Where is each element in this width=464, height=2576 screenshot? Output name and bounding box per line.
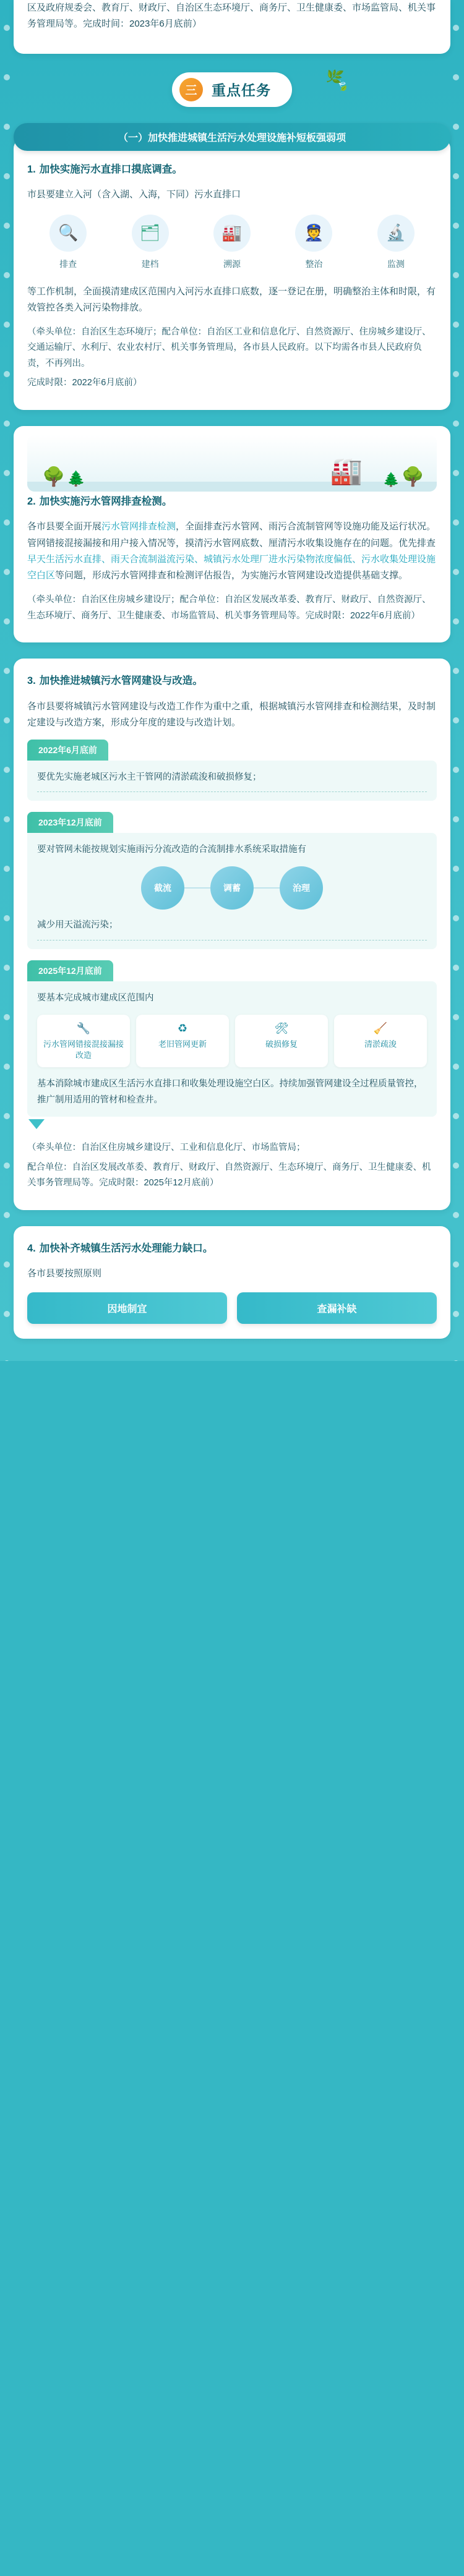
task-4-number: 4.: [27, 1242, 36, 1254]
task-1-note-line-2: 完成时限：2022年6月底前）: [27, 378, 142, 388]
icon-label-5: 监测: [387, 258, 405, 269]
icon-label-3: 溯源: [223, 258, 241, 269]
task-1-note: [27, 325, 437, 391]
task-1-title: 加快实施污水直排口摸底调查。: [39, 163, 183, 175]
timeline-end-arrow-icon: [28, 1119, 45, 1129]
task-card-4: [14, 1226, 450, 1339]
right-ruler-decoration: [453, 0, 460, 1361]
task-3-title: 加快推进城镇污水管网建设与改造。: [39, 675, 203, 686]
tree-icon: 🌳: [42, 466, 66, 487]
task-3-note-line-2: 配合单位：自治区发展改革委、教育厅、财政厅、自然资源厅、生态环境厅、商务厅、卫生健康委、机关事务管理局等。完成时限：2025年12月底前）: [27, 1162, 431, 1188]
task-1-number: 1.: [27, 163, 36, 175]
renew-icon: ♻: [177, 1021, 188, 1034]
task-4-intro: 各市县要按照原则: [27, 1268, 102, 1279]
leaf-icon-small: 🍃: [335, 79, 351, 93]
step-zhili: 治理: [280, 866, 323, 910]
icon-item-jiance: [358, 215, 434, 270]
icon-label-4: 整治: [305, 258, 323, 269]
task-3-intro: 各市县要将城镇污水管网建设与改造工作作为重中之重，根据城镇污水管网排查和检测结果，及时制定建设与改造方案，形成分年度的建设与改造计划。: [27, 701, 436, 728]
timeline-body-2022: [27, 761, 437, 801]
step-connector-1: [184, 887, 210, 889]
timeline-divider-2022: [37, 791, 427, 792]
icon-item-zhengzhi: [275, 215, 352, 270]
timeline-text-2022: 要优先实施老城区污水主干管网的清淤疏浚和破损修复；: [37, 772, 262, 783]
tag-label-2: 老旧管网更新: [158, 1039, 207, 1049]
archive-icon: 🗂: [132, 215, 169, 252]
task-2-note-line-1: （牵头单位：自治区住房城乡建设厅；配合单位：自治区发展改革委、教育厅、财政厅、自然资源厅、生态环境厅、商务厅、卫生健康委、市场监管局、机关事务管理局等。完成时限：2022年6月底前）: [27, 595, 431, 621]
timeline-tag-grid-2025: [37, 1015, 427, 1068]
task-2-part-1: 各市县要全面开展: [27, 521, 102, 532]
tree-icon-2: 🌲: [67, 470, 85, 487]
task-card-3: [14, 659, 450, 1210]
principle-button-1[interactable]: 因地制宜: [27, 1292, 227, 1324]
task-3-heading: [27, 673, 437, 689]
task-2-part-5: 等问题，形成污水管网排查和检测评估报告，为实施污水管网建设改造提供基础支撑。: [55, 570, 408, 581]
task-4-button-row: [27, 1292, 437, 1324]
factory-icon: 🏭: [213, 215, 251, 252]
timeline-body-2025: [27, 981, 437, 1117]
principle-button-2[interactable]: 查漏补缺: [237, 1292, 437, 1324]
tag-pipe-retrofit: [37, 1015, 130, 1068]
section-header: [0, 66, 464, 109]
task-3-note-line-1: （牵头单位：自治区住房城乡建设厅、工业和信息化厅、市场监管局；: [27, 1143, 306, 1153]
icon-label-1: 排查: [59, 258, 77, 269]
task-2-body: [27, 519, 437, 584]
task-3-timeline: [27, 740, 437, 1129]
intro-text: 区及政府规委会、教育厅、财政厅、自治区生态环境厅、商务厅、卫生健康委、市场监管局、机关事务管理局等。完成时间：2023年6月底前）: [27, 2, 436, 30]
pipe-icon: 🔧: [76, 1021, 91, 1034]
task-2-part-4: 早天生活污水直排、雨天合流制溢流污染、城镇污水处理厂进水污染物浓度偏低、污水收集处理设施空白区: [27, 553, 436, 581]
icon-item-suyuan: [194, 215, 270, 270]
task-1-intro: 市县要建立入河（含入湖、入海，下同）污水直排口: [27, 189, 241, 200]
task-3-note: [27, 1140, 437, 1191]
timeline-tag-2022: 2022年6月底前: [27, 740, 108, 761]
leaf-icon: 🌿: [324, 66, 345, 86]
magnifier-icon: 🔍: [49, 215, 87, 252]
timeline-body-2023: [27, 833, 437, 949]
timeline-after-2025: 基本消除城市建成区生活污水直排口和收集处理设施空白区。持续加强管网建设全过程质量管控，推广制用适用的管材和检查井。: [37, 1079, 423, 1106]
task-2-number: 2.: [27, 495, 36, 507]
illustration-ground: [27, 482, 437, 492]
icon-item-paicha: [30, 215, 106, 270]
timeline-item-2023: [27, 812, 437, 949]
timeline-after-2023: 减少用天溢流污染；: [37, 920, 118, 931]
timeline-text-2023: 要对管网未能按规划实施雨污分流改造的合流制排水系统采取措施有: [37, 845, 306, 855]
intro-card: [14, 0, 450, 54]
task-4-title: 加快补齐城镇生活污水处理能力缺口。: [39, 1242, 213, 1254]
timeline-tag-2025: 2025年12月底前: [27, 960, 113, 981]
section-title-text: 重点任务: [212, 82, 271, 98]
timeline-item-2022: [27, 740, 437, 801]
task-2-heading: [27, 494, 437, 510]
repair-icon: 🛠: [274, 1021, 289, 1034]
icon-label-2: 建档: [141, 258, 159, 269]
timeline-steps-2023: [37, 866, 427, 910]
task-2-title: 加快实施污水管网排查检测。: [39, 495, 173, 507]
section-number: 三: [179, 78, 203, 101]
step-tiaoxu: 调蓄: [210, 866, 254, 910]
timeline-tag-2023: 2023年12月底前: [27, 812, 113, 833]
tag-dredging: [334, 1015, 427, 1068]
tag-label-4: 清淤疏浚: [364, 1039, 397, 1049]
timeline-item-2025: [27, 960, 437, 1130]
task-1-heading: [27, 162, 437, 177]
task-4-heading: [27, 1241, 437, 1256]
left-ruler-decoration: [4, 0, 11, 1361]
task-card-2: [14, 426, 450, 643]
tag-label-1: 污水管网错接混接漏接改造: [43, 1039, 124, 1060]
task-1-note-line-1: （牵头单位：自治区生态环境厅；配合单位：自治区工业和信息化厅、自然资源厅、住房城乡建设厅、交通运输厅、水利厅、农业农村厅、机关事务管理局，各市县人民政府。以下均需各市县人民政府负责，不再列出。: [27, 327, 431, 369]
task-3-number: 3.: [27, 675, 36, 686]
task-1-body: 等工作机制，全面摸清建成区范围内入河污水直排口底数，逐一登记在册，明确整治主体和时限，有效管控各类入河污染物排放。: [27, 286, 436, 313]
monitor-icon: 🔬: [377, 215, 415, 252]
task-1-icon-row: [30, 215, 434, 270]
officer-icon: 👮: [295, 215, 332, 252]
tree-icon-3: 🌳: [401, 466, 424, 487]
task-2-part-3: ，全面排查污水管网、雨污合流制管网等设施功能及运行状况。管网错接混接漏接和用户接入情况等，摸清污水管网底数、厘清污水收集设施存在的问题。优先排查: [27, 521, 436, 548]
tag-label-3: 破损修复: [265, 1039, 298, 1049]
timeline-text-2025: 要基本完成城市建成区范围内: [37, 992, 154, 1003]
tag-damage-repair: [235, 1015, 328, 1068]
tag-network-renewal: [136, 1015, 229, 1068]
step-jieliu: 截流: [141, 866, 184, 910]
subsection-pill-1: （一）加快推进城镇生活污水处理设施补短板强弱项: [14, 123, 450, 151]
tree-icon-4: 🌲: [382, 471, 400, 487]
task-card-1: [14, 139, 450, 410]
city-river-illustration: [27, 435, 437, 492]
task-2-note: [27, 592, 437, 624]
icon-item-jiandang: [111, 215, 188, 270]
section-title-pill: [172, 72, 292, 107]
step-connector-2: [254, 887, 280, 889]
task-2-part-2: 污水管网排查检测: [101, 521, 176, 532]
dredge-icon: 🧹: [373, 1021, 388, 1034]
factory-illustration-icon: 🏭: [330, 456, 363, 485]
